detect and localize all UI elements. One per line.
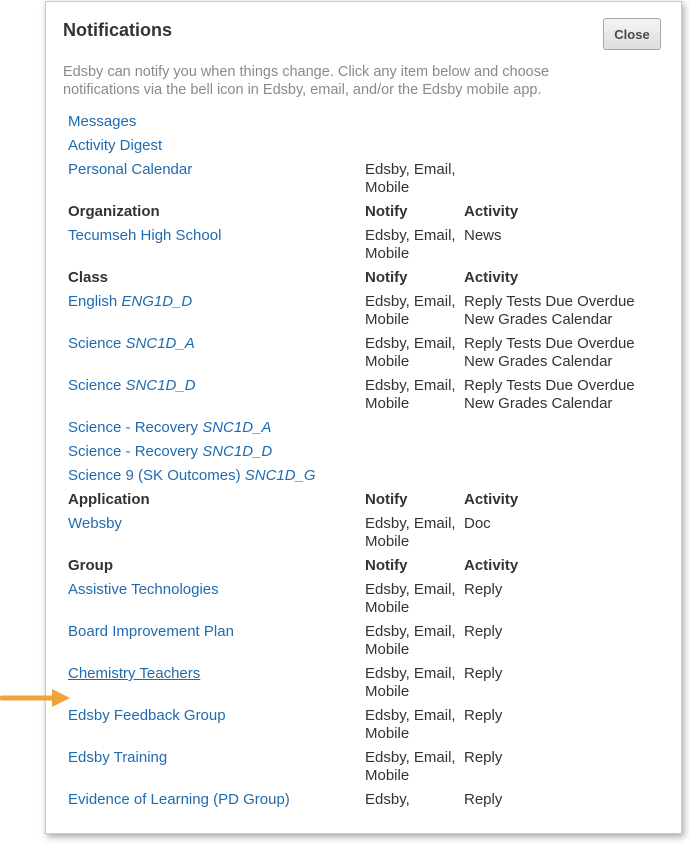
activity-value: Reply <box>464 707 503 724</box>
notify-value: Edsby, Email, Mobile <box>365 515 456 550</box>
class-name: English <box>68 293 122 310</box>
notify-value: Edsby, <box>365 791 410 808</box>
group-link[interactable]: Board Improvement Plan <box>68 623 234 640</box>
arrow-right-icon <box>0 687 72 709</box>
organization-header-row <box>46 203 681 227</box>
activity-value: Reply Tests Due Overdue New Grades Calendar <box>464 335 635 370</box>
application-link[interactable]: Websby <box>68 515 122 532</box>
notify-column-header: Notify <box>365 491 408 508</box>
list-item <box>46 515 681 557</box>
notify-column-header: Notify <box>365 557 408 574</box>
list-item <box>46 665 681 707</box>
notification-list <box>46 113 681 833</box>
list-item <box>46 137 681 161</box>
class-code: SNC1D_G <box>244 467 316 484</box>
group-link[interactable]: Edsby Training <box>68 749 168 766</box>
notify-value: Edsby, Email, Mobile <box>365 707 456 742</box>
class-code: ENG1D_D <box>121 293 193 310</box>
messages-link[interactable]: Messages <box>68 113 137 130</box>
activity-value: News <box>464 227 502 244</box>
class-code: SNC1D_D <box>202 443 273 460</box>
list-item <box>46 377 681 419</box>
group-heading: Group <box>68 557 113 574</box>
activity-column-header: Activity <box>464 269 519 286</box>
notify-value: Edsby, Email, Mobile <box>365 623 456 658</box>
list-item <box>46 293 681 335</box>
activity-column-header: Activity <box>464 203 519 220</box>
list-item <box>46 419 681 443</box>
list-item <box>46 113 681 137</box>
activity-digest-link[interactable]: Activity Digest <box>68 137 163 154</box>
activity-value: Doc <box>464 515 491 532</box>
class-link[interactable] <box>68 293 192 311</box>
class-link[interactable] <box>68 467 316 485</box>
group-link[interactable]: Evidence of Learning (PD Group) <box>68 791 290 808</box>
class-name: Science - Recovery <box>68 443 203 460</box>
activity-column-header: Activity <box>464 557 519 574</box>
class-heading: Class <box>68 269 109 286</box>
list-item <box>46 227 681 269</box>
class-link[interactable] <box>68 419 271 437</box>
close-button[interactable]: Close <box>603 18 661 50</box>
notifications-dialog <box>45 1 682 834</box>
list-item <box>46 581 681 623</box>
personal-calendar-link[interactable]: Personal Calendar <box>68 161 193 178</box>
activity-value: Reply <box>464 581 503 598</box>
class-link[interactable] <box>68 443 272 461</box>
activity-value: Reply <box>464 623 503 640</box>
class-code: SNC1D_A <box>125 335 195 352</box>
group-link-chemistry-teachers[interactable]: Chemistry Teachers <box>68 665 201 682</box>
notify-value: Edsby, Email, Mobile <box>365 665 456 700</box>
list-item <box>46 623 681 665</box>
group-link[interactable]: Edsby Feedback Group <box>68 707 226 724</box>
class-name: Science 9 (SK Outcomes) <box>68 467 245 484</box>
class-link[interactable] <box>68 335 195 353</box>
notify-column-header: Notify <box>365 269 408 286</box>
notify-value: Edsby, Email, Mobile <box>365 335 456 370</box>
activity-value: Reply Tests Due Overdue New Grades Calendar <box>464 377 635 412</box>
list-item <box>46 791 681 833</box>
notify-value: Edsby, Email, Mobile <box>365 749 456 784</box>
dialog-description: Edsby can notify you when things change. Click any item below and choose notifications via the bell icon in Edsby, email, and/or the Edsby mobile app. <box>63 64 550 98</box>
list-item <box>46 443 681 467</box>
list-item <box>46 707 681 749</box>
activity-value: Reply <box>464 791 503 808</box>
application-heading: Application <box>68 491 150 508</box>
organization-heading: Organization <box>68 203 160 220</box>
class-link[interactable] <box>68 377 196 395</box>
application-header-row <box>46 491 681 515</box>
notify-column-header: Notify <box>365 203 408 220</box>
notify-value: Edsby, Email, Mobile <box>365 377 456 412</box>
organization-link[interactable]: Tecumseh High School <box>68 227 222 244</box>
group-header-row <box>46 557 681 581</box>
activity-value: Reply <box>464 665 503 682</box>
activity-column-header: Activity <box>464 491 519 508</box>
group-link[interactable]: Assistive Technologies <box>68 581 219 598</box>
dialog-title: Notifications <box>63 20 173 40</box>
notify-value: Edsby, Email, Mobile <box>365 161 456 196</box>
list-item <box>46 161 681 203</box>
activity-value: Reply <box>464 749 503 766</box>
notify-value: Edsby, Email, Mobile <box>365 293 456 328</box>
class-name: Science <box>68 377 126 394</box>
notify-value: Edsby, Email, Mobile <box>365 227 456 262</box>
class-code: SNC1D_D <box>125 377 196 394</box>
class-name: Science <box>68 335 126 352</box>
list-item <box>46 467 681 491</box>
class-code: SNC1D_A <box>202 419 272 436</box>
class-name: Science - Recovery <box>68 419 203 436</box>
class-header-row <box>46 269 681 293</box>
notify-value: Edsby, Email, Mobile <box>365 581 456 616</box>
list-item <box>46 335 681 377</box>
list-item <box>46 749 681 791</box>
activity-value: Reply Tests Due Overdue New Grades Calendar <box>464 293 635 328</box>
